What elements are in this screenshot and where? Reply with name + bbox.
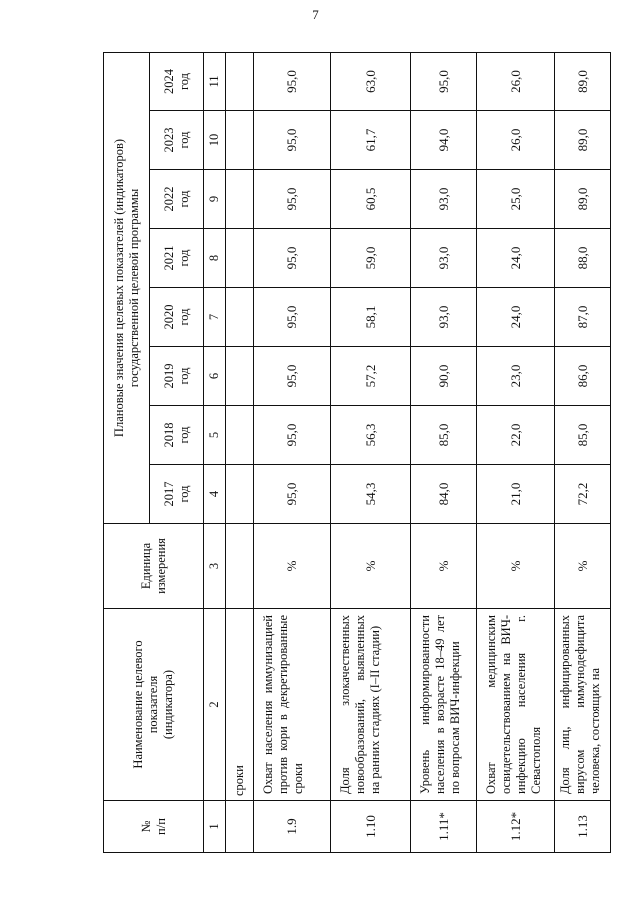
value-cell: 85,0	[555, 406, 611, 465]
value-cell: 88,0	[555, 229, 611, 288]
column-number: 5	[204, 406, 226, 465]
column-number-row	[204, 52, 226, 852]
value-cell: 84,0	[411, 465, 477, 524]
value-cell: 26,0	[477, 111, 555, 170]
value-cell: 24,0	[477, 288, 555, 347]
header-year: 2017 год	[150, 465, 204, 524]
table-row	[411, 52, 477, 852]
indicator-name: Уровень информированности населения в возрасте 18–49 лет по вопросам ВИЧ-инфекции	[411, 609, 477, 801]
header-year: 2024 год	[150, 52, 204, 110]
rotated-table-container	[103, 53, 603, 853]
unit-cell: %	[477, 524, 555, 609]
value-cell: 21,0	[477, 465, 555, 524]
indicator-name: Охват медицинским освидетельствованием на ВИЧ-инфекцию населения г. Севастополя	[477, 609, 555, 801]
header-year: 2018 год	[150, 406, 204, 465]
indicator-name: Доля лиц, инфицированных вирусом иммунодефицита человека, состоящих на	[555, 609, 611, 801]
value-cell: 57,2	[331, 347, 411, 406]
value-cell: 95,0	[254, 288, 331, 347]
column-number: 10	[204, 111, 226, 170]
row-number: 1.12*	[477, 801, 555, 853]
column-number: 9	[204, 170, 226, 229]
row-number: 1.13	[555, 801, 611, 853]
header-year: 2022 год	[150, 170, 204, 229]
value-cell: 86,0	[555, 347, 611, 406]
continuation-row	[226, 52, 254, 852]
value-cell: 89,0	[555, 111, 611, 170]
table-row	[477, 52, 555, 852]
value-cell: 24,0	[477, 229, 555, 288]
value-cell: 59,0	[331, 229, 411, 288]
header-unit: Единица измерения	[104, 524, 204, 609]
value-cell: 89,0	[555, 52, 611, 110]
value-cell: 93,0	[411, 288, 477, 347]
unit-cell: %	[331, 524, 411, 609]
value-cell: 25,0	[477, 170, 555, 229]
column-number: 6	[204, 347, 226, 406]
row-number: 1.11*	[411, 801, 477, 853]
value-cell: 54,3	[331, 465, 411, 524]
value-cell: 85,0	[411, 406, 477, 465]
value-cell: 90,0	[411, 347, 477, 406]
value-cell: 95,0	[254, 52, 331, 110]
unit-cell: %	[555, 524, 611, 609]
column-number: 1	[204, 801, 226, 853]
indicators-table	[103, 52, 611, 853]
value-cell: 95,0	[254, 229, 331, 288]
column-number: 2	[204, 609, 226, 801]
indicator-name: Охват населения иммунизацией против кори в декретированные сроки	[254, 609, 331, 801]
table-row	[555, 52, 611, 852]
row-number: 1.9	[254, 801, 331, 853]
table-row	[254, 52, 331, 852]
value-cell: 61,7	[331, 111, 411, 170]
column-number: 4	[204, 465, 226, 524]
header-year: 2019 год	[150, 347, 204, 406]
value-cell: 93,0	[411, 170, 477, 229]
header-year: 2023 год	[150, 111, 204, 170]
unit-cell: %	[254, 524, 331, 609]
value-cell: 89,0	[555, 170, 611, 229]
value-cell: 22,0	[477, 406, 555, 465]
table-row	[331, 52, 411, 852]
value-cell: 58,1	[331, 288, 411, 347]
value-cell: 72,2	[555, 465, 611, 524]
header-year: 2020 год	[150, 288, 204, 347]
value-cell: 60,5	[331, 170, 411, 229]
header-plan: Плановые значения целевых показателей (индикаторов) государственной целевой программы	[104, 52, 150, 523]
value-cell: 95,0	[411, 52, 477, 110]
indicator-name: Доля злокачественных новообразований, выявленных на ранних стадиях (I–II стадии)	[331, 609, 411, 801]
unit-cell: %	[411, 524, 477, 609]
page-number: 7	[312, 7, 319, 22]
row-number: 1.10	[331, 801, 411, 853]
column-number: 3	[204, 524, 226, 609]
value-cell: 95,0	[254, 347, 331, 406]
value-cell: 94,0	[411, 111, 477, 170]
header-row-1	[104, 52, 150, 852]
column-number: 8	[204, 229, 226, 288]
header-year: 2021 год	[150, 229, 204, 288]
column-number: 7	[204, 288, 226, 347]
column-number: 11	[204, 52, 226, 110]
value-cell: 95,0	[254, 406, 331, 465]
value-cell: 63,0	[331, 52, 411, 110]
value-cell: 95,0	[254, 111, 331, 170]
value-cell: 93,0	[411, 229, 477, 288]
value-cell: 95,0	[254, 465, 331, 524]
value-cell: 23,0	[477, 347, 555, 406]
value-cell: 26,0	[477, 52, 555, 110]
value-cell: 87,0	[555, 288, 611, 347]
value-cell: 95,0	[254, 170, 331, 229]
value-cell: 56,3	[331, 406, 411, 465]
header-name: Наименование целевого показателя (индикатора)	[104, 609, 204, 801]
continuation-text: сроки	[226, 609, 254, 801]
header-num: № п/п	[104, 801, 204, 853]
